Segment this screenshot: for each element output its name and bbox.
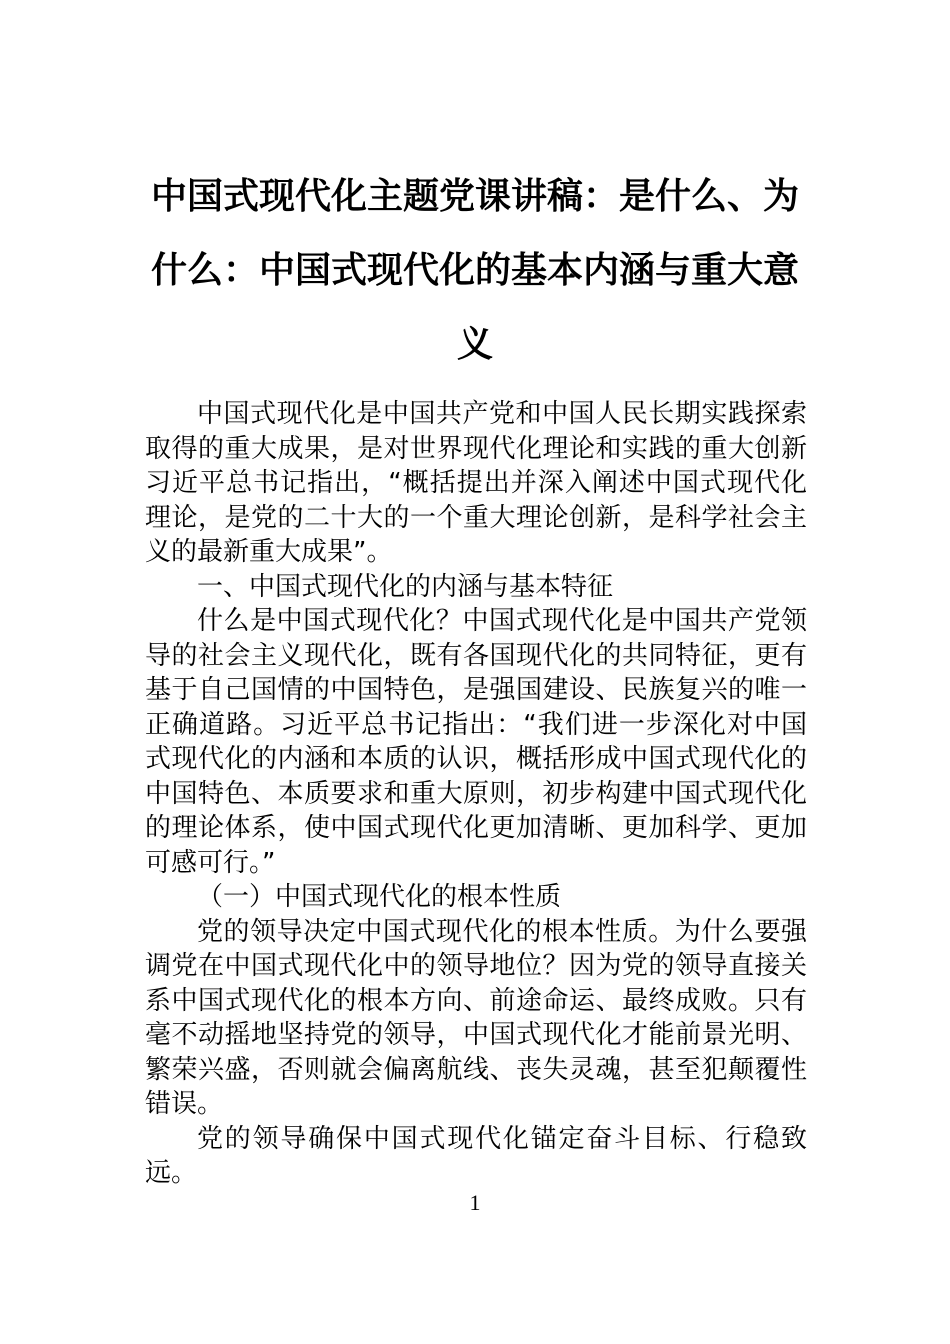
- paragraph-definition: 什么是中国式现代化？中国式现代化是中国共产党领导的社会主义现代化，既有各国现代化的共同特征，更有基于自己国情的中国特色，是强国建设、民族复兴的唯一正确道路。习近平总书记指出：“我们进一步深化对中国式现代化的内涵和本质的认识，概括形成中国式现代化的中国特色、本质要求和重大原则，初步构建中国式现代化的理论体系，使中国式现代化更加清晰、更加科学、更加可感可行。”: [145, 606, 807, 878]
- section-heading-1: 一、中国式现代化的内涵与基本特征: [197, 571, 614, 602]
- subsection-heading-1: （一）中国式现代化的根本性质: [197, 882, 562, 912]
- page-number: 1: [469, 1190, 481, 1215]
- paragraph-intro: 中国式现代化是中国共产党和中国人民长期实践探索取得的重大成果，是对世界现代化理论和实践的重大创新习近平总书记指出，“概括提出并深入阐述中国式现代化理论，是党的二十大的一个重大理论创新，是科学社会主义的最新重大成果”。: [145, 399, 807, 567]
- paragraph-party-leadership: 党的领导决定中国式现代化的根本性质。为什么要强调党在中国式现代化中的领导地位？因为党的领导直接关系中国式现代化的根本方向、前途命运、最终成败。只有毫不动摇地坚持党的领导，中国式现代化才能前景光明、繁荣兴盛，否则就会偏离航线、丧失灵魂，甚至犯颠覆性错误。: [145, 916, 807, 1119]
- document-title: 中国式现代化主题党课讲稿：是什么、为什么：中国式现代化的基本内涵与重大意义: [150, 176, 799, 365]
- document-body: [145, 397, 807, 1191]
- paragraph-leadership-goal: 党的领导确保中国式现代化锚定奋斗目标、行稳致远。: [145, 1123, 807, 1188]
